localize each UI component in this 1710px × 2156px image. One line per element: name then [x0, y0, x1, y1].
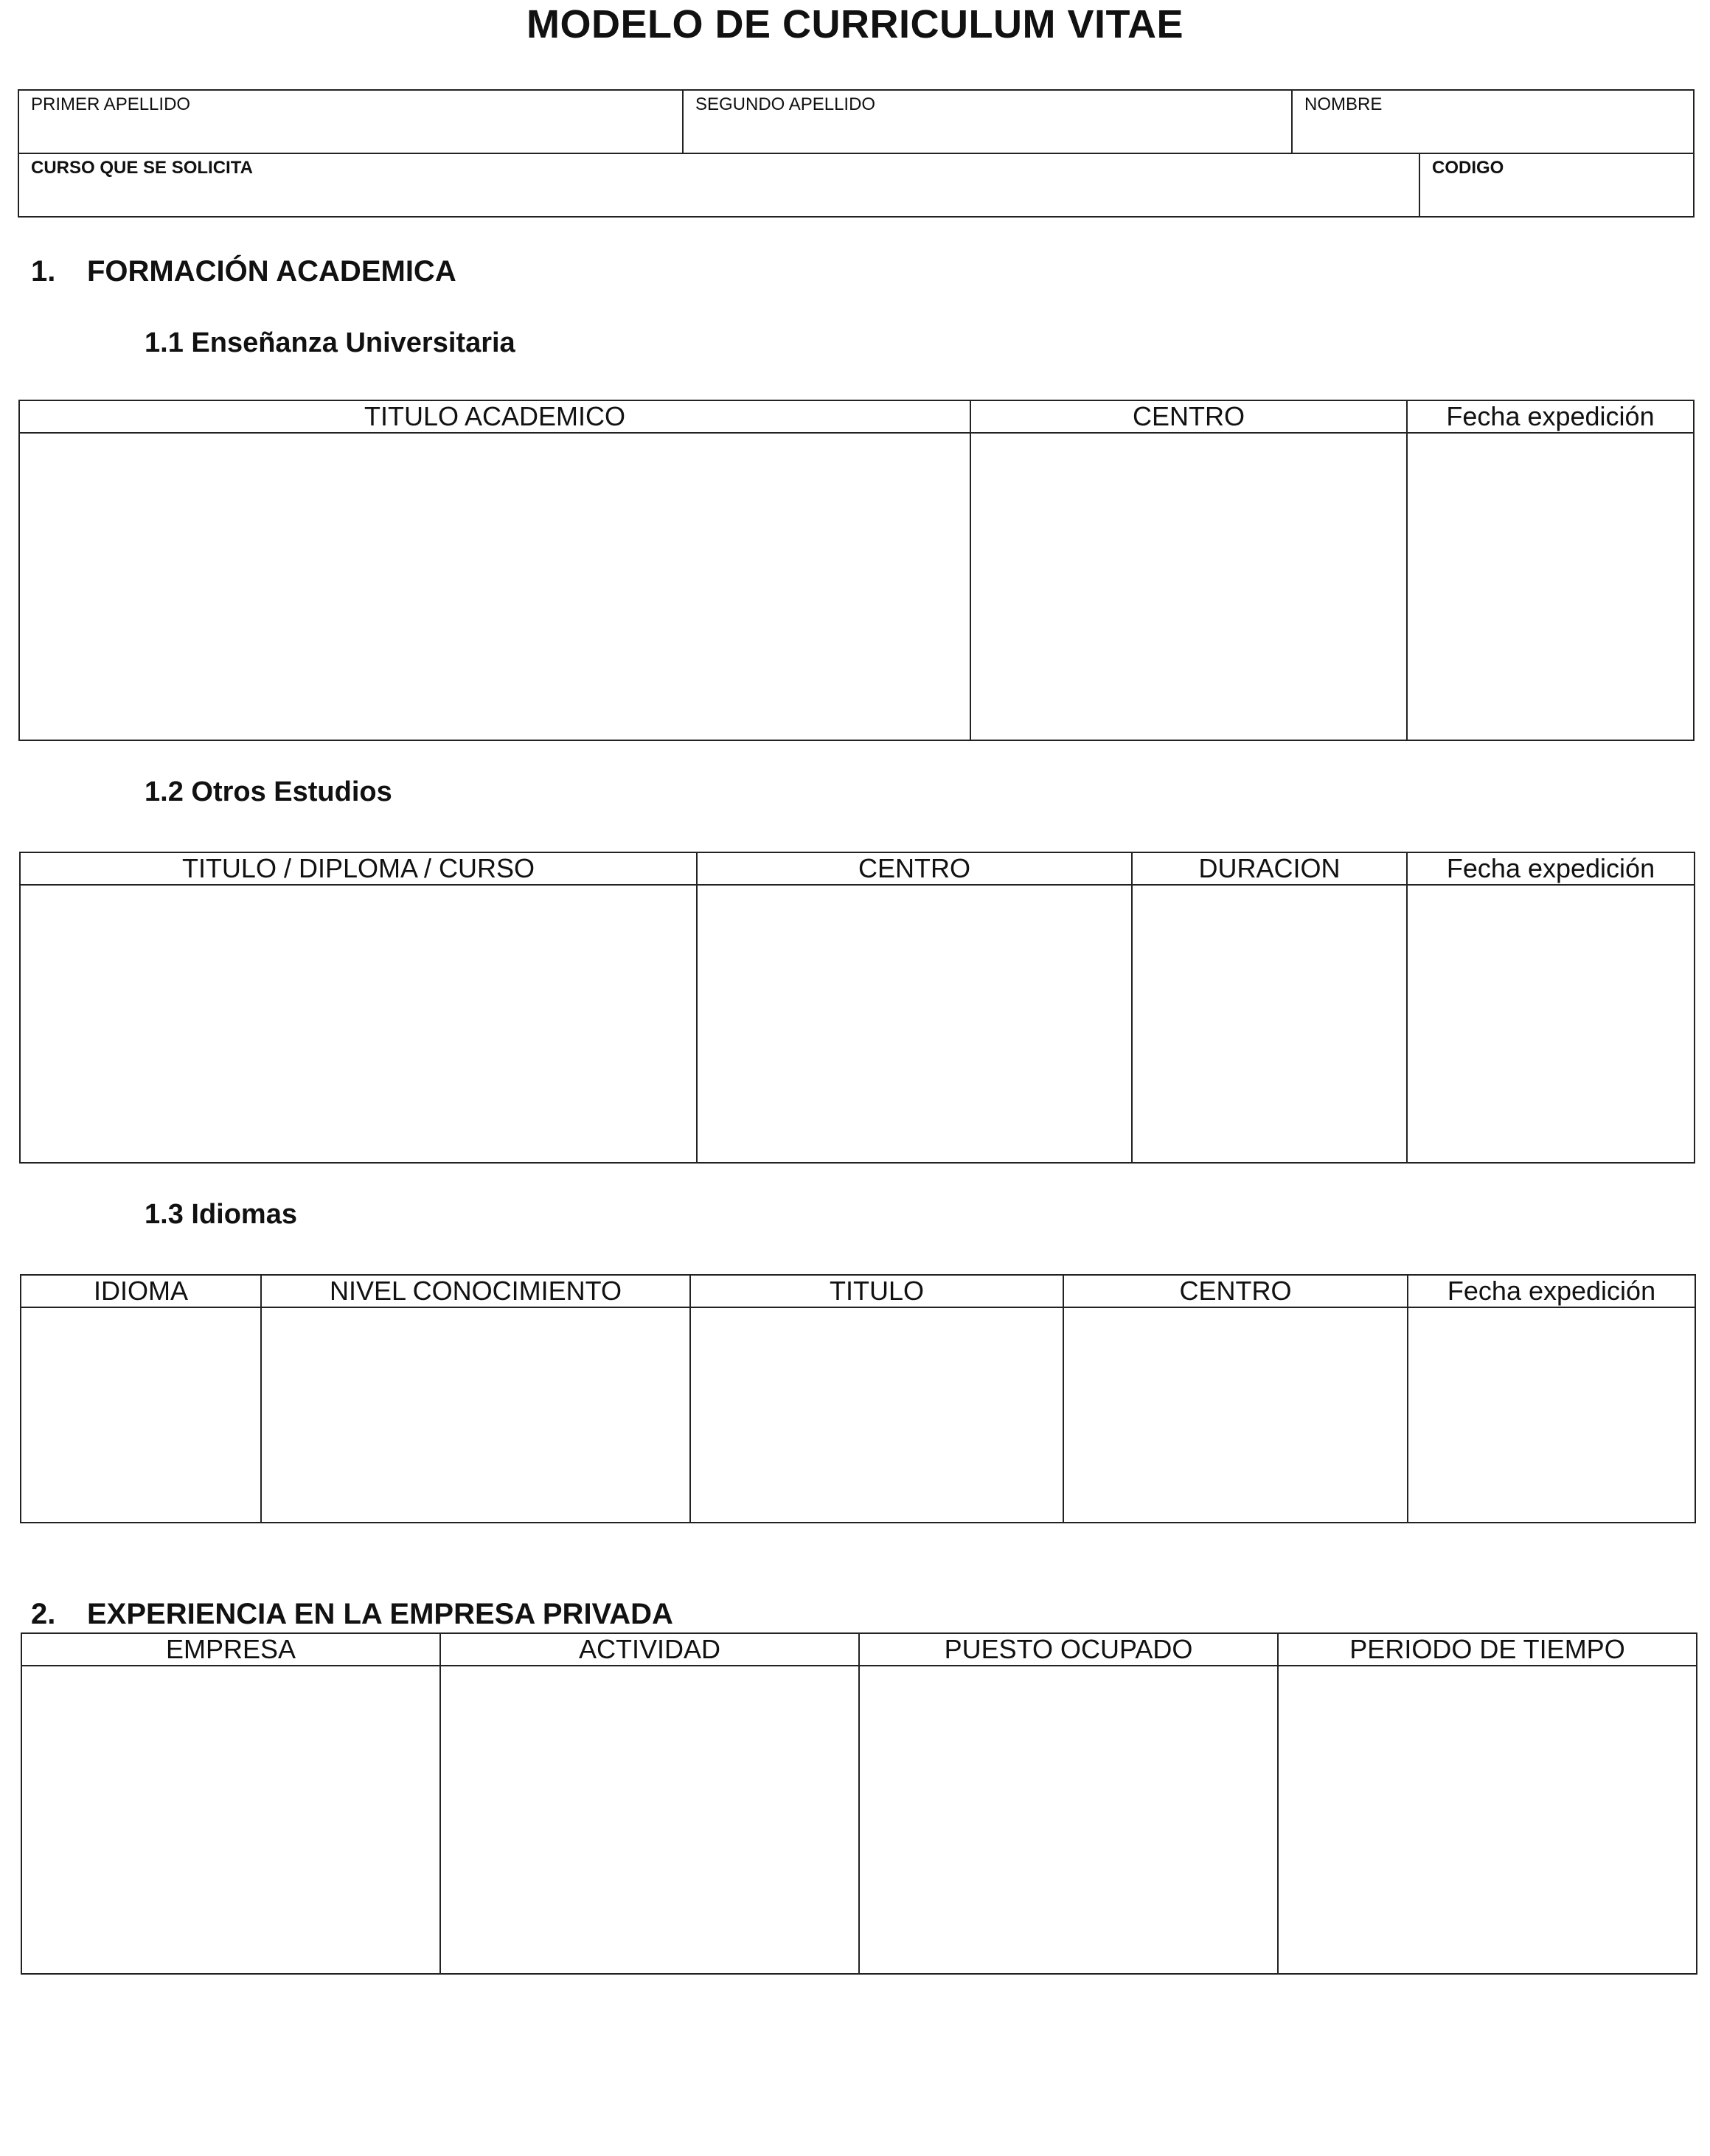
column-header: PUESTO OCUPADO — [859, 1633, 1278, 1666]
titulo-academico-cell[interactable] — [19, 433, 970, 740]
codigo-label: CODIGO — [1432, 158, 1504, 178]
section-1-number: 1. — [31, 255, 56, 288]
titulo-diploma-curso-cell[interactable] — [20, 885, 697, 1163]
section-2-title: EXPERIENCIA EN LA EMPRESA PRIVADA — [87, 1598, 673, 1630]
idioma-cell[interactable] — [21, 1307, 261, 1523]
duracion-cell[interactable] — [1132, 885, 1407, 1163]
primer-apellido-field[interactable] — [18, 90, 683, 153]
nombre-field[interactable] — [1292, 90, 1694, 153]
section-2-number: 2. — [31, 1598, 56, 1630]
fecha-expedicion-cell[interactable] — [1407, 885, 1695, 1163]
segundo-apellido-field[interactable] — [683, 90, 1292, 153]
page-title: MODELO DE CURRICULUM VITAE — [526, 2, 1184, 46]
column-header: PERIODO DE TIEMPO — [1278, 1633, 1697, 1666]
column-header: NIVEL CONOCIMIENTO — [261, 1275, 690, 1307]
experiencia-empresa-table — [21, 1632, 1697, 1975]
curso-field[interactable] — [18, 153, 1419, 217]
empresa-cell[interactable] — [21, 1666, 440, 1974]
column-header: TITULO — [690, 1275, 1063, 1307]
column-header: Fecha expedición — [1407, 852, 1695, 885]
column-header: IDIOMA — [21, 1275, 261, 1307]
section-1-heading — [31, 255, 456, 288]
titulo-cell[interactable] — [690, 1307, 1063, 1523]
centro-cell[interactable] — [697, 885, 1132, 1163]
subsection-1-2-heading: 1.2 Otros Estudios — [145, 776, 392, 807]
fecha-expedicion-cell[interactable] — [1408, 1307, 1695, 1523]
centro-cell[interactable] — [1063, 1307, 1408, 1523]
primer-apellido-label: PRIMER APELLIDO — [31, 94, 191, 114]
column-header: CENTRO — [1063, 1275, 1408, 1307]
section-1-title: FORMACIÓN ACADEMICA — [87, 255, 456, 288]
segundo-apellido-label: SEGUNDO APELLIDO — [695, 94, 876, 114]
column-header: TITULO / DIPLOMA / CURSO — [20, 852, 697, 885]
curso-label: CURSO QUE SE SOLICITA — [31, 158, 253, 178]
nombre-label: NOMBRE — [1304, 94, 1383, 114]
nivel-conocimiento-cell[interactable] — [261, 1307, 690, 1523]
subsection-1-3-heading: 1.3 Idiomas — [145, 1199, 297, 1230]
idiomas-table — [20, 1274, 1696, 1523]
column-header: EMPRESA — [21, 1633, 440, 1666]
periodo-de-tiempo-cell[interactable] — [1278, 1666, 1697, 1974]
column-header: CENTRO — [970, 400, 1407, 433]
column-header: Fecha expedición — [1407, 400, 1694, 433]
actividad-cell[interactable] — [440, 1666, 859, 1974]
column-header: CENTRO — [697, 852, 1132, 885]
subsection-1-1-heading: 1.1 Enseñanza Universitaria — [145, 327, 515, 358]
ensenanza-universitaria-table — [18, 400, 1695, 741]
codigo-field[interactable] — [1419, 153, 1694, 217]
column-header: DURACION — [1132, 852, 1407, 885]
puesto-ocupado-cell[interactable] — [859, 1666, 1278, 1974]
fecha-expedicion-cell[interactable] — [1407, 433, 1694, 740]
otros-estudios-table — [19, 852, 1695, 1164]
section-2-heading — [31, 1598, 673, 1631]
column-header: ACTIVIDAD — [440, 1633, 859, 1666]
personal-data-form — [18, 89, 1695, 218]
centro-cell[interactable] — [970, 433, 1407, 740]
column-header: Fecha expedición — [1408, 1275, 1695, 1307]
column-header: TITULO ACADEMICO — [19, 400, 970, 433]
